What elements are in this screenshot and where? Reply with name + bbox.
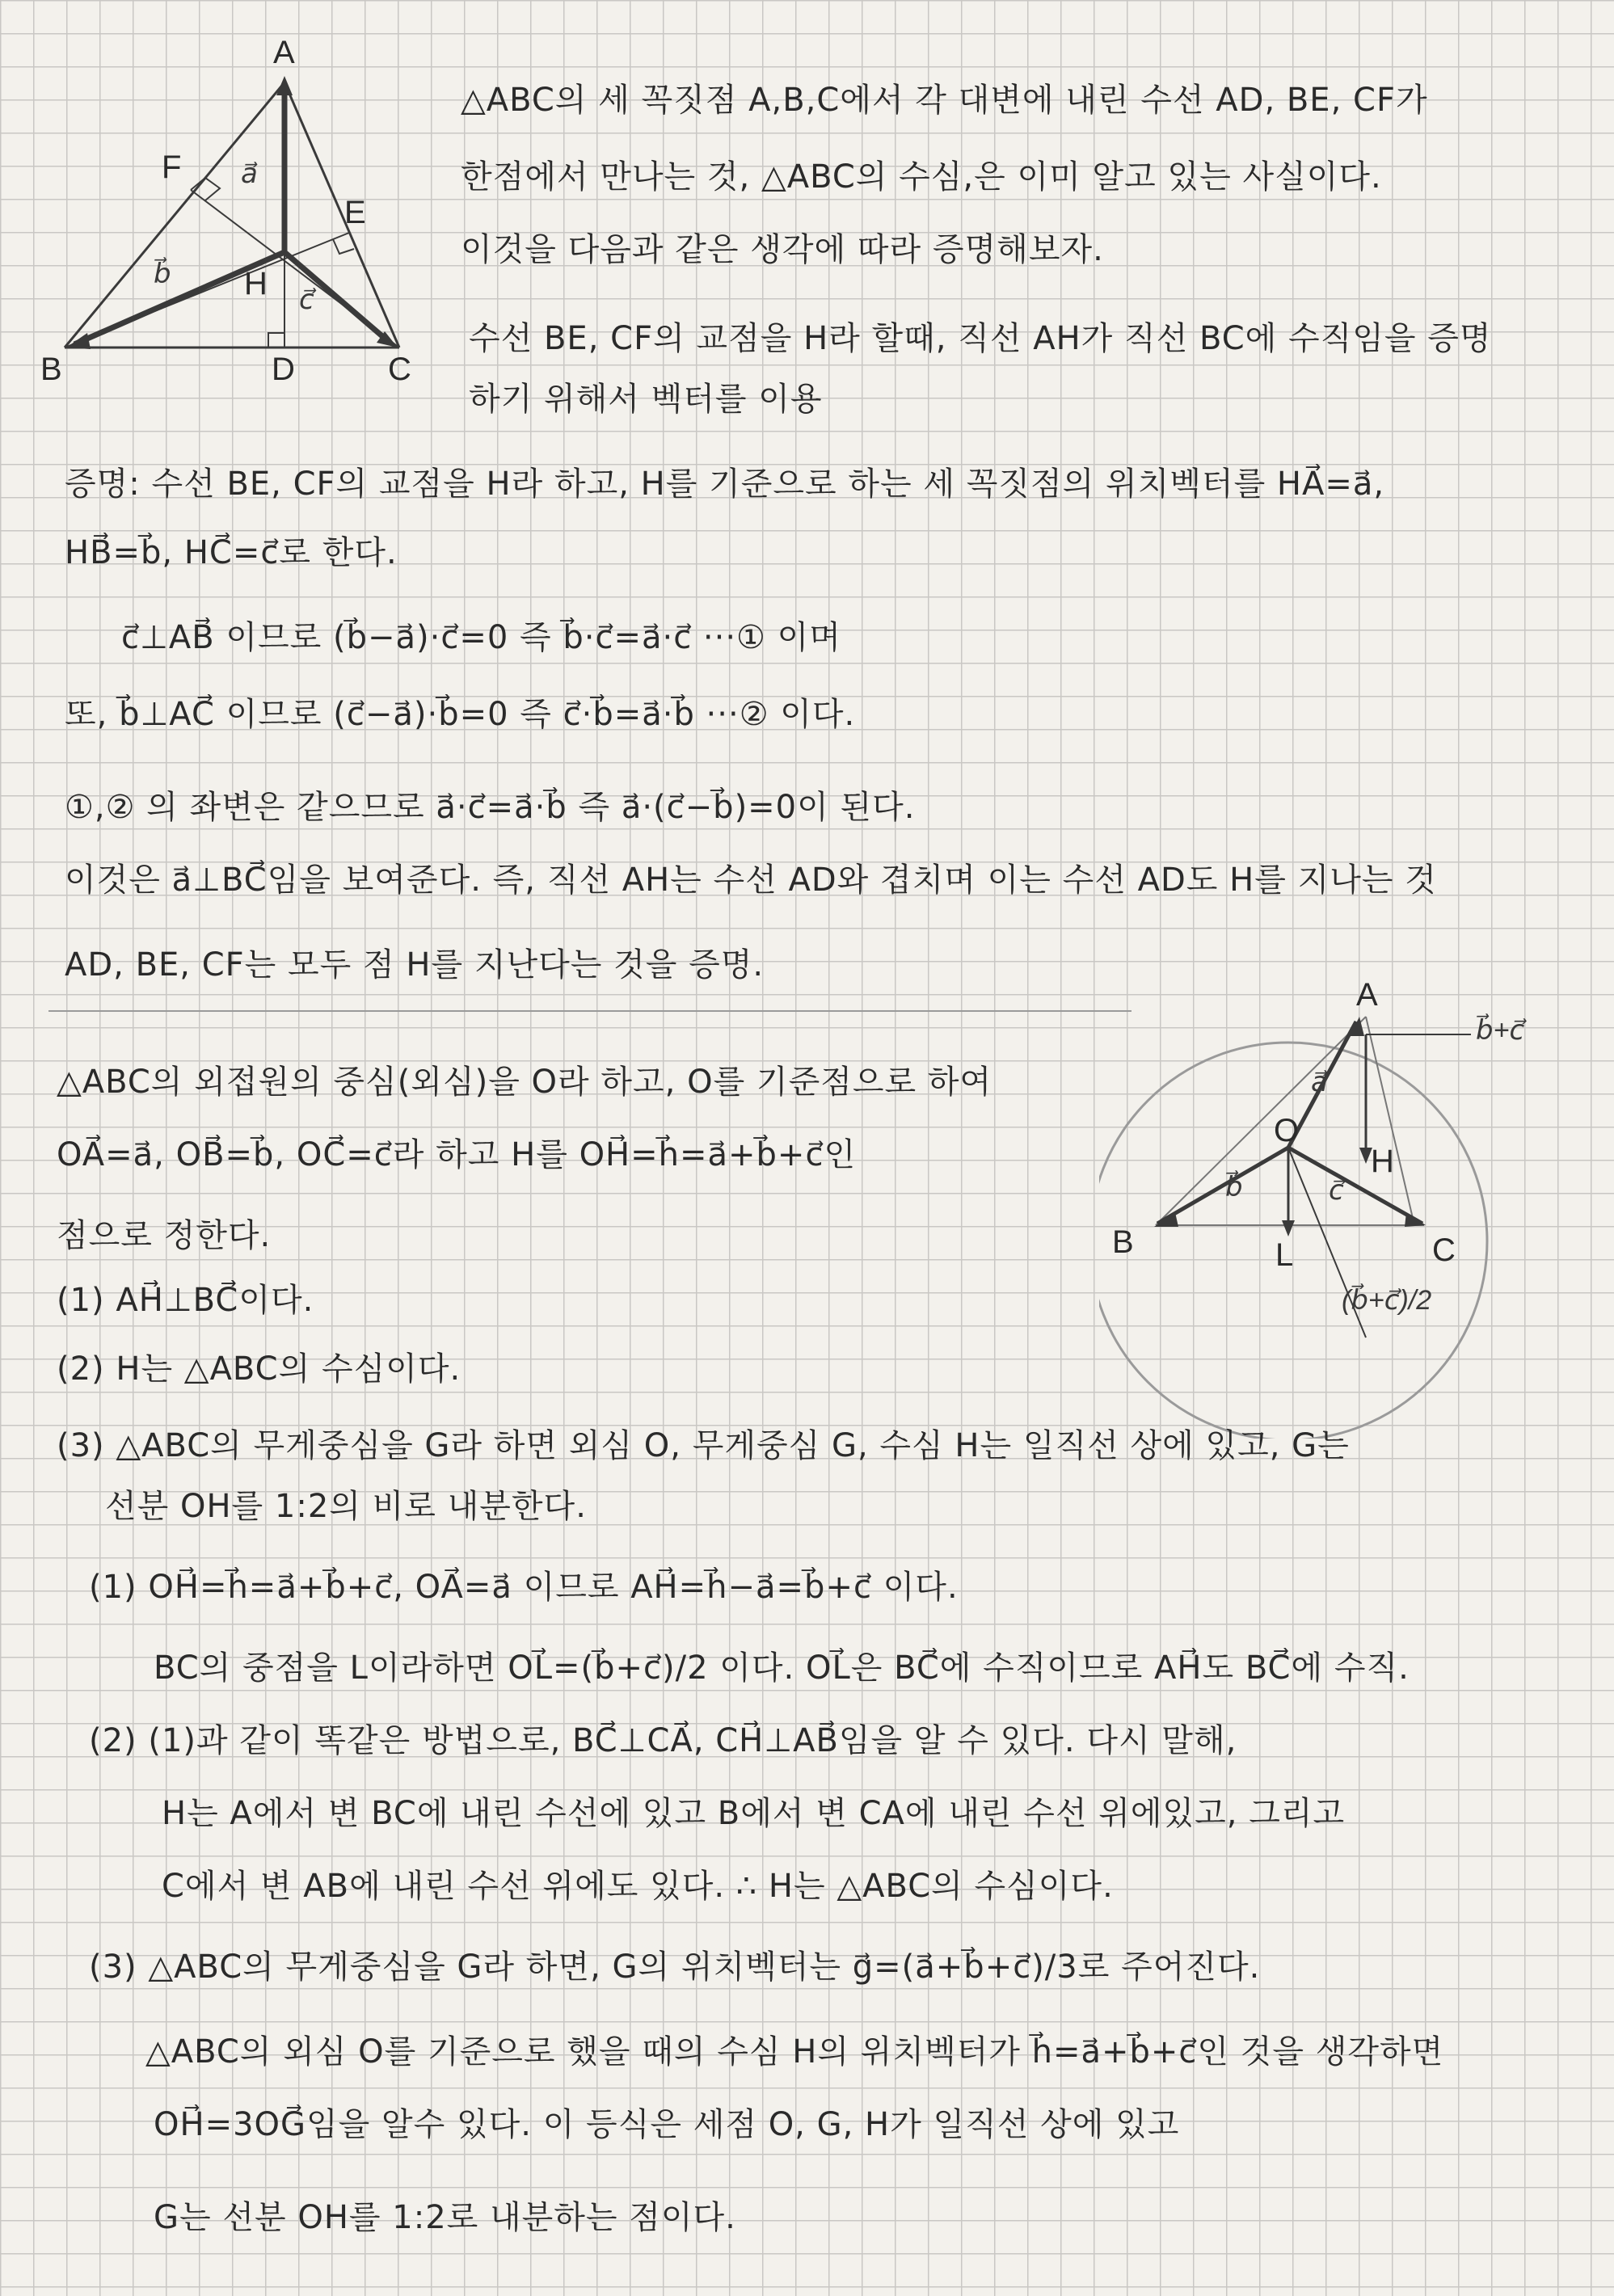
text-line-2: 한점에서 만나는 것, △ABC의 수심,은 이미 알고 있는 사실이다. [461, 158, 1382, 196]
text-line-9: 또, b⃗⊥AC⃗ 이므로 (c⃗−a⃗)·b⃗=0 즉 c⃗·b⃗=a⃗·b⃗ ···② 이다. [65, 696, 856, 733]
label2-half-bc: (b⃗+c⃗)/2 [1342, 1285, 1432, 1316]
label-vector-c: c⃗ [299, 284, 314, 315]
text-line-27: OH⃗=3OG⃗임을 알수 있다. 이 등식은 세점 O, G, H가 일직선 상에 있고 [154, 2106, 1180, 2143]
text-line-10: ①,② 의 좌변은 같으므로 a⃗·c⃗=a⃗·b⃗ 즉 a⃗·(c⃗−b⃗)=0이 된다. [65, 789, 916, 826]
label-B: B [40, 352, 62, 387]
text-line-18: (3) △ABC의 무게중심을 G라 하면 외심 O, 무게중심 G, 수심 H는 일직선 상에 있고, G는 [57, 1427, 1350, 1464]
text-line-23: H는 A에서 변 BC에 내린 수선에 있고 B에서 변 CA에 내린 수선 위에있고, 그리고 [162, 1795, 1346, 1832]
label2-H: H [1371, 1144, 1394, 1179]
label2-L: L [1275, 1237, 1294, 1273]
text-line-17: (2) H는 △ABC의 수심이다. [57, 1350, 461, 1388]
text-line-6: 증명: 수선 BE, CF의 교점을 H라 하고, H를 기준으로 하는 세 꼭짓점의 위치벡터를 HA⃗=a⃗, [65, 466, 1385, 503]
text-line-24: C에서 변 AB에 내린 수선 위에도 있다. ∴ H는 △ABC의 수심이다. [162, 1868, 1114, 1905]
text-line-7: HB⃗=b⃗, HC⃗=c⃗로 한다. [65, 534, 398, 571]
text-line-26: △ABC의 외심 O를 기준으로 했을 때의 수심 H의 위치벡터가 h⃗=a⃗+b⃗+c⃗인 것을 생각하면 [145, 2033, 1444, 2071]
label-D: D [272, 352, 295, 387]
text-line-20: (1) OH⃗=h⃗=a⃗+b⃗+c⃗, OA⃗=a⃗ 이므로 AH⃗=h⃗−a⃗=b⃗+c⃗ 이다. [89, 1569, 959, 1606]
label-F: F [162, 150, 182, 185]
label2-C: C [1432, 1232, 1456, 1268]
divider [48, 1010, 1131, 1012]
label-H: H [244, 266, 268, 301]
text-line-25: (3) △ABC의 무게중심을 G라 하면, G의 위치벡터는 g⃗=(a⃗+b⃗+c⃗)/3로 주어진다. [89, 1948, 1261, 1986]
text-line-19: 선분 OH를 1:2의 비로 내분한다. [105, 1488, 587, 1525]
text-line-5: 하기 위해서 벡터를 이용 [469, 381, 823, 418]
text-line-4: 수선 BE, CF의 교점을 H라 할때, 직선 AH가 직선 BC에 수직임을 증명 [469, 320, 1492, 357]
label2-b-plus-c: b⃗+c⃗ [1476, 1015, 1525, 1046]
triangle-altitude-figure [32, 24, 453, 428]
text-line-11: 이것은 a⃗⊥BC⃗임을 보여준다. 즉, 직선 AH는 수선 AD와 겹치며 이는 수선 AD도 H를 지나는 것 [65, 862, 1437, 899]
text-line-21: BC의 중점을 L이라하면 OL⃗=(b⃗+c⃗)/2 이다. OL⃗은 BC⃗에 수직이므로 AH⃗도 BC⃗에 수직. [154, 1649, 1410, 1687]
label2-vector-a: a⃗ [1311, 1067, 1328, 1097]
label2-O: O [1274, 1113, 1300, 1148]
text-line-12: AD, BE, CF는 모두 점 H를 지난다는 것을 증명. [65, 946, 765, 984]
label-C: C [388, 352, 411, 387]
text-line-14: OA⃗=a⃗, OB⃗=b⃗, OC⃗=c⃗라 하고 H를 OH⃗=h⃗=a⃗+b⃗+c⃗인 [57, 1136, 857, 1173]
label-E: E [344, 195, 366, 230]
text-line-22: (2) (1)과 같이 똑같은 방법으로, BC⃗⊥CA⃗, CH⃗⊥AB⃗임을 알 수 있다. 다시 말해, [89, 1722, 1237, 1759]
text-line-13: △ABC의 외접원의 중심(외심)을 O라 하고, O를 기준점으로 하여 [57, 1064, 992, 1101]
text-line-3: 이것을 다음과 같은 생각에 따라 증명해보자. [461, 231, 1104, 268]
label2-vector-b: b⃗ [1225, 1172, 1243, 1203]
text-line-8: c⃗⊥AB⃗ 이므로 (b⃗−a⃗)·c⃗=0 즉 b⃗·c⃗=a⃗·c⃗ ···① 이며 [121, 619, 841, 656]
label-A: A [273, 35, 295, 70]
label2-A: A [1356, 977, 1378, 1013]
label-vector-b: b⃗ [154, 259, 171, 289]
text-line-28: G는 선분 OH를 1:2로 내분하는 점이다. [154, 2199, 736, 2236]
label2-vector-c: c⃗ [1329, 1175, 1344, 1206]
label2-B: B [1112, 1224, 1134, 1260]
text-line-15: 점으로 정한다. [57, 1217, 272, 1254]
text-line-16: (1) AH⃗⊥BC⃗이다. [57, 1282, 314, 1319]
circumcircle-figure [1099, 970, 1600, 1439]
label-vector-a: a⃗ [241, 158, 258, 189]
text-line-1: △ABC의 세 꼭짓점 A,B,C에서 각 대변에 내린 수선 AD, BE, CF가 [461, 82, 1428, 119]
